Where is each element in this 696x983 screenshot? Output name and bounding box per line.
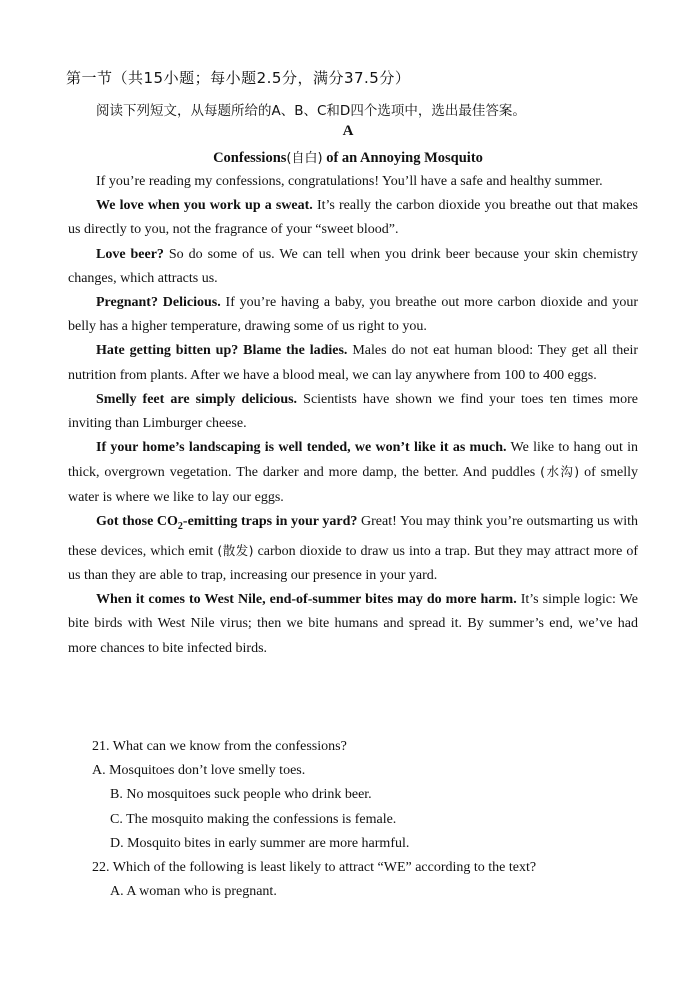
passage-title-cn: (自白) [286, 151, 323, 166]
passage-title [0, 147, 696, 167]
paragraph-text: If you’re having a baby, you breathe out more carbon dioxide and your belly has a higher temperature, drawing some of us right to you. [68, 295, 639, 335]
instruction-text: 阅读下列短文，从每题所给的A、B、C和D四个选项中，选出最佳答案。 [96, 103, 526, 119]
paragraph-text: carbon dioxide to draw us into a trap. But they may attract more of us than they are able to trap, increasing our presence in your yard. [68, 543, 638, 584]
gloss-cn: (水沟) [540, 464, 580, 480]
paragraph-text: Scientists have shown we find your toes ten times more inviting than Limburger cheese. [68, 391, 638, 432]
question-21-stem: 21. What can we know from the confessions? [92, 739, 347, 754]
question-21-option-d[interactable] [92, 832, 632, 856]
question-22-stem: 22. Which of the following is least likely to attract “WE” according to the text? [92, 860, 537, 876]
passage-title-part-a: Confessions [213, 150, 287, 166]
paragraph-9 [68, 588, 638, 661]
paragraph-text: of smelly water is where we like to lay our eggs. [68, 465, 638, 505]
paragraph-heading: We love when you work up a sweat. [96, 198, 313, 214]
paragraph-1 [68, 170, 638, 194]
paragraph-text: We like to hang out in thick, overgrown vegetation. The darker and more damp, the better. And puddles [68, 440, 638, 481]
question-21-option-b[interactable] [92, 783, 632, 807]
questions [92, 735, 652, 904]
question-21-option-a[interactable] [92, 759, 632, 783]
paragraph-7 [68, 436, 638, 510]
question-21-option-c[interactable] [92, 808, 632, 832]
paragraph-heading [96, 513, 358, 532]
subscript: 2 [177, 520, 183, 532]
paragraph-heading: If your home’s landscaping is well tended, we won’t like it as much. [96, 440, 507, 456]
paragraph-heading: Love beer? [96, 246, 164, 262]
section-title: 第一节（共15小题；每小题2.5分，满分37.5分） [66, 69, 411, 87]
option-text: B. No mosquitoes suck people who drink beer. [110, 787, 372, 803]
gloss-cn: (散发) [217, 542, 254, 558]
option-text: D. Mosquito bites in early summer are more harmful. [110, 835, 410, 851]
option-text: C. The mosquito making the confessions is female. [110, 811, 397, 827]
paragraph-heading: Hate getting bitten up? Blame the ladies. [96, 343, 348, 359]
passage-body [68, 170, 638, 661]
paragraph-heading: Smelly feet are simply delicious. [96, 391, 298, 407]
paragraph-text: Great! You may think you’re outsmarting us with these devices, which emit [68, 513, 638, 559]
paragraph-8 [68, 510, 638, 588]
heading-part: Got those CO [96, 513, 178, 529]
option-text: A. A woman who is pregnant. [110, 884, 277, 900]
passage-label: A [342, 123, 354, 139]
paragraph-2 [68, 194, 638, 242]
paragraph-heading: When it comes to West Nile, end-of-summer bites may do more harm. [96, 592, 517, 608]
paragraph-4 [68, 291, 638, 339]
paragraph-text: It’s really the carbon dioxide you breathe out that makes us directly to you, not the fragrance of your “sweet blood”. [68, 198, 638, 238]
paragraph-text: So do some of us. We can tell when you drink beer because your skin chemistry changes, which attracts us. [68, 246, 638, 286]
passage-title-part-b: of an Annoying Mosquito [322, 150, 483, 166]
paragraph-6 [68, 388, 638, 436]
paragraph-5 [68, 339, 638, 387]
paragraph-heading: Pregnant? Delicious. [96, 295, 221, 311]
paragraph-3 [68, 243, 638, 291]
paragraph-text: It’s simple logic: We bite birds with West Nile virus; then we bite humans and spread it. By summer’s end, we’ve had more chances to bite infected birds. [68, 592, 638, 656]
question-22-option-a[interactable] [92, 880, 632, 904]
paragraph-text: Males do not eat human blood: They get all their nutrition from plants. After we have a blood meal, we can lay anywhere from 100 to 400 eggs. [68, 343, 638, 383]
paragraph-text: If you’re reading my confessions, congratulations! You’ll have a safe and healthy summer. [96, 174, 603, 189]
option-text: A. Mosquitoes don’t love smelly toes. [92, 763, 306, 779]
heading-part: -emitting traps in your yard? [182, 513, 358, 529]
